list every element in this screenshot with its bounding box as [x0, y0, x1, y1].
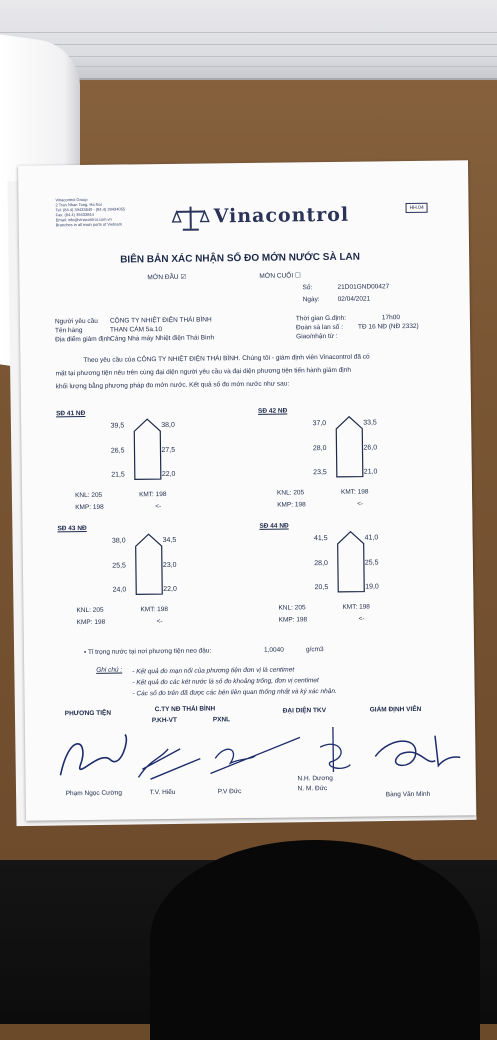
kmp-extra: <- — [157, 618, 163, 625]
form-code: HH.04 — [405, 203, 427, 213]
field-label: Địa điểm giám định — [55, 335, 110, 345]
knl-label: KNL: — [277, 489, 292, 496]
kmp-row — [75, 504, 104, 511]
brand-name: Vinacontrol — [214, 204, 350, 228]
kmt-label: KMT: — [341, 489, 356, 496]
draft-right: 34,5 — [163, 537, 189, 544]
knl-row — [76, 607, 103, 614]
kmp-row — [279, 616, 308, 623]
knl-value: 205 — [295, 604, 306, 611]
mon-dau-option — [147, 273, 186, 281]
knl-label: KNL: — [278, 604, 293, 611]
intro-line: khối lượng bằng phương pháp đo mớn nước. Kết quả số đo mớn nước như sau: — [56, 376, 370, 393]
density-label: • Tỉ trọng nước tại nơi phương tiện neo đậu: — [84, 647, 211, 656]
barge-outline-icon — [335, 530, 366, 594]
intro-line: mặt tại phương tiện nêu trên cùng đại diện người yêu cầu và đại diện phương tiện tiến hành giám định — [55, 363, 369, 380]
field-label: Giao/nhận từ : — [296, 332, 358, 342]
barge-block — [259, 521, 450, 633]
company-line: Tel: (84.4) 39433840 - (84.4) 39434055 — [56, 206, 126, 212]
kmt-value: 198 — [157, 606, 168, 613]
draft-right: 21,0 — [364, 468, 390, 475]
kmp-value: 198 — [295, 501, 306, 508]
kmp-label: KMP: — [77, 619, 93, 626]
kmp-value: 198 — [296, 616, 307, 623]
signature-5 — [375, 735, 460, 766]
kmp-label: KMP: — [277, 501, 293, 508]
barge-outline-icon — [134, 532, 165, 596]
draft-right: 41,0 — [365, 534, 391, 541]
kmp-label: KMP: — [75, 504, 91, 511]
note-label: Ghi chú : — [96, 667, 122, 674]
signature-4 — [320, 727, 351, 772]
draft-right: 25,5 — [365, 559, 391, 566]
ngay-label: Ngày: — [303, 296, 320, 303]
draft-left: 41,5 — [302, 535, 328, 542]
sign-header-tkv: ĐẠI DIỆN TKV — [283, 707, 326, 715]
draft-right: 27,5 — [161, 447, 187, 454]
barge-name: SĐ 44 NĐ — [259, 522, 288, 529]
density-unit: g/cm3 — [306, 646, 324, 653]
draft-right: 26,0 — [363, 444, 389, 451]
draft-left: 24,0 — [100, 586, 126, 593]
company-line: Fax: (84.4) 39433844 — [56, 211, 126, 217]
draft-left: 39,5 — [98, 422, 124, 429]
kmt-label: KMT: — [342, 604, 357, 611]
intro-line: Theo yêu cầu của CÔNG TY NHIỆT ĐIỆN THÁI BÌNH. Chúng tôi - giám định viên Vinacontrol đã có — [55, 350, 369, 367]
kmt-row — [341, 489, 369, 496]
draft-right: 33,5 — [363, 419, 389, 426]
signer-4a: N.H. Dương — [297, 775, 332, 782]
draft-right: 23,0 — [163, 562, 189, 569]
kmt-row — [140, 606, 168, 613]
draft-right: 22,0 — [163, 586, 189, 593]
field-value: Cảng Nhà máy Nhiệt điện Thái Bình — [110, 334, 214, 342]
mon-dau-label: MỚN ĐẦU — [147, 274, 178, 281]
kmp-value: 198 — [93, 504, 104, 511]
kmp-row — [77, 619, 106, 626]
ngay-value: 02/04/2021 — [338, 295, 371, 302]
barge-name: SĐ 42 NĐ — [258, 408, 287, 415]
knl-row — [278, 604, 305, 611]
draft-left: 28,0 — [302, 560, 328, 567]
draft-right: 38,0 — [161, 422, 187, 429]
company-line: 2 Tran Nhan Tong, Ha Noi — [55, 201, 125, 207]
company-line: Email: info@vinacontrol.com.vn — [56, 216, 126, 222]
company-line: Branches in all main ports of Vietnam — [56, 221, 126, 227]
mon-cuoi-option — [259, 271, 300, 280]
draft-left: 25,5 — [100, 562, 126, 569]
density-value: 1,0040 — [264, 647, 284, 654]
so-value: 21D01GND00427 — [337, 283, 389, 291]
note-line: - Các số đo trên đã được các bên liên quan thống nhất và ký xác nhận. — [132, 686, 336, 699]
kmt-row — [342, 604, 370, 611]
sign-header-phuong-tien: PHƯƠNG TIỆN — [65, 710, 111, 718]
draft-left: 37,0 — [300, 420, 326, 427]
kmp-label: KMP: — [279, 616, 295, 623]
so-label: Số: — [302, 284, 312, 291]
signatures — [50, 715, 471, 790]
company-info — [55, 196, 125, 227]
mon-cuoi-label: MỚN CUỐI — [259, 272, 293, 279]
field-value: TĐ 16 NĐ (NĐ 2332) — [358, 323, 419, 331]
barge-outline-icon — [132, 417, 163, 481]
knl-label: KNL: — [75, 492, 90, 499]
kmp-extra: <- — [357, 501, 363, 508]
kmp-value: 198 — [94, 619, 105, 626]
barge-block — [56, 408, 247, 520]
kmt-label: KMT: — [140, 606, 155, 613]
draft-left: 28,0 — [300, 445, 326, 452]
field-label: Đoàn sà lan số : — [296, 323, 358, 333]
knl-value: 205 — [93, 607, 104, 614]
barge-name: SĐ 41 NĐ — [56, 410, 85, 417]
draft-left: 38,0 — [100, 537, 126, 544]
field-label: Thời gian G.định: — [296, 314, 358, 324]
knl-row — [277, 489, 304, 496]
intro-paragraph — [55, 350, 370, 393]
knl-value: 205 — [91, 492, 102, 499]
kmp-row — [277, 501, 306, 508]
draft-left: 23,5 — [301, 469, 327, 476]
kmt-label: KMT: — [139, 491, 154, 498]
signature-1 — [60, 734, 127, 775]
field-value: 17h00 — [382, 314, 400, 321]
sign-header-pxnl: PXNL — [213, 716, 230, 723]
knl-value: 205 — [293, 489, 304, 496]
barge-block — [57, 523, 248, 635]
dark-object — [150, 840, 480, 1040]
kmt-value: 198 — [359, 604, 370, 611]
knl-label: KNL: — [76, 607, 91, 614]
signature-2 — [138, 749, 200, 780]
draft-left: 26,5 — [98, 447, 124, 454]
note-line: - Kết quả đo các két nước là số đo khoảng trống, đơn vị centimet — [132, 675, 336, 688]
draft-right: 19,0 — [365, 583, 391, 590]
field-value: CÔNG TY NHIỆT ĐIỆN THÁI BÌNH — [110, 316, 212, 324]
field-label: Người yêu cầu — [55, 317, 110, 327]
signer-2: T.V. Hiếu — [150, 789, 176, 796]
note-line: - Kết quả đo mạn nổi của phương tiện đơn vị là centimet — [132, 664, 336, 677]
knl-row — [75, 492, 102, 499]
barge-outline-icon — [334, 415, 365, 479]
signature-3 — [210, 737, 300, 773]
draft-right: 22,0 — [162, 471, 188, 478]
kmt-value: 198 — [358, 489, 369, 496]
field-value: THAN CÁM 5a.10 — [110, 326, 162, 334]
signer-1: Phạm Ngọc Cường — [66, 790, 122, 798]
unchecked-checkbox-icon: ☐ — [295, 272, 301, 279]
company-line: Vinacontrol Group — [55, 196, 125, 202]
inspection-fields — [296, 313, 419, 341]
notes — [132, 664, 337, 699]
scales-logo-icon — [170, 203, 210, 233]
sign-header-pkh: P.KH-VT — [152, 717, 177, 724]
kmt-row — [139, 491, 167, 498]
inspection-document — [18, 160, 476, 820]
draft-left: 21,5 — [99, 471, 125, 478]
draft-left: 20,5 — [302, 584, 328, 591]
request-fields — [55, 315, 214, 344]
barge-name: SĐ 43 NĐ — [57, 525, 86, 532]
signer-5: Bàng Văn Minh — [386, 791, 431, 799]
signer-3: P.V Đức — [218, 788, 242, 795]
kmp-extra: <- — [359, 616, 365, 623]
kmt-value: 198 — [156, 491, 167, 498]
barge-block — [258, 406, 449, 518]
field-label: Tên hàng — [55, 326, 110, 336]
signer-4b: N. M. Đức — [298, 785, 328, 792]
sign-header-cty: C.TY NĐ THÁI BÌNH — [155, 705, 216, 713]
document-title: BIÊN BẢN XÁC NHẬN SỐ ĐO MỚN NƯỚC SÀ LAN — [120, 252, 360, 266]
checked-checkbox-icon: ☑ — [180, 274, 186, 281]
sign-header-giam-dinh: GIÁM ĐỊNH VIÊN — [370, 706, 422, 714]
kmp-extra: <- — [155, 503, 161, 510]
